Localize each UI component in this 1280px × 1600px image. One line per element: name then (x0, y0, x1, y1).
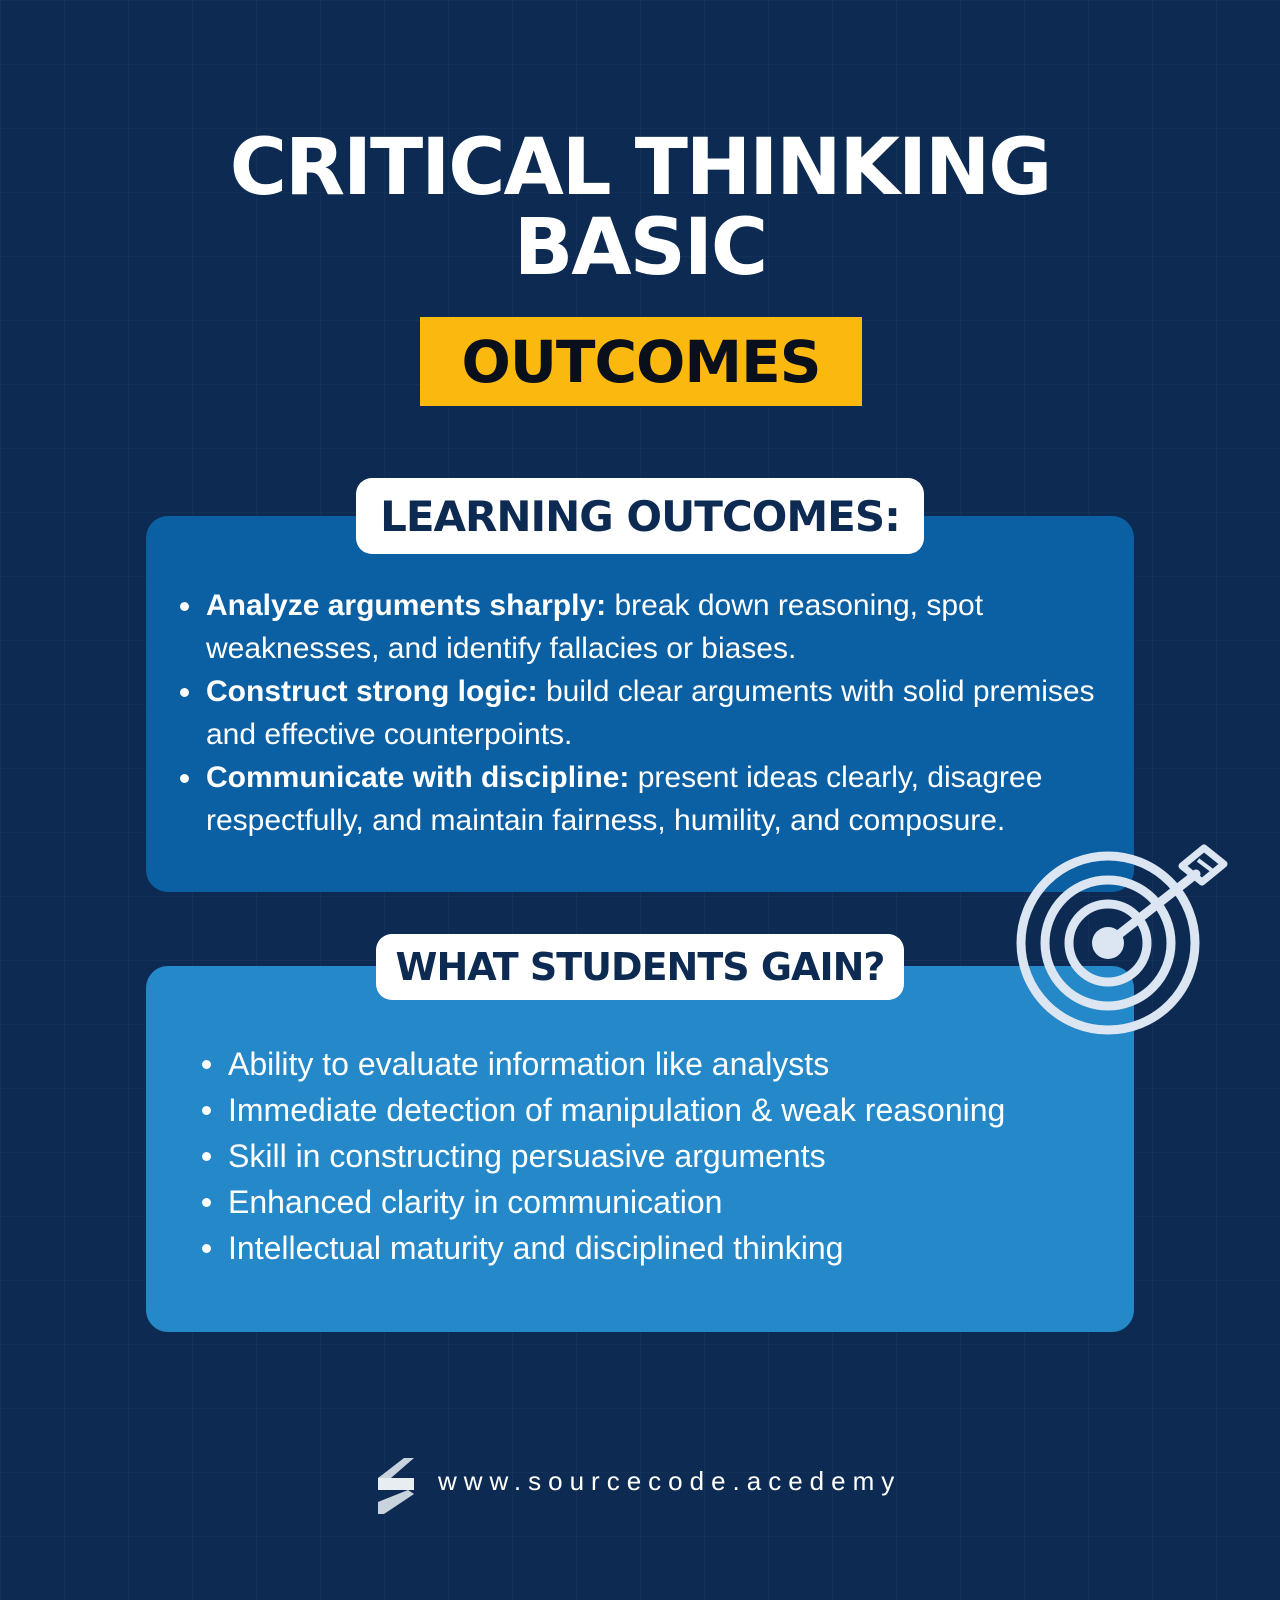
list-item: Ability to evaluate information like analysts (228, 1041, 1108, 1087)
list-item-text: present ideas clearly, disagree respectfully, and maintain fairness, humility, and composure. (206, 761, 1043, 837)
list-item: Immediate detection of manipulation & weak reasoning (228, 1087, 1108, 1133)
target-arrow-icon (1010, 844, 1235, 1039)
outcomes-tag: OUTCOMES (420, 317, 862, 406)
list-item: Skill in constructing persuasive arguments (228, 1133, 1108, 1179)
list-item-text: build clear arguments with solid premises and effective counterpoints. (206, 675, 1095, 751)
title-line-2: BASIC (513, 203, 767, 293)
students-gain-list (228, 1041, 1108, 1271)
students-gain-heading: WHAT STUDENTS GAIN? (376, 934, 904, 1000)
learning-outcomes-heading: LEARNING OUTCOMES: (356, 478, 924, 554)
list-item (206, 584, 1116, 670)
title-line-1: CRITICAL THINKING (229, 123, 1051, 213)
list-item-text: break down reasoning, spot weaknesses, and identify fallacies or biases. (206, 589, 984, 665)
list-item (206, 756, 1116, 842)
list-item-bold: Communicate with discipline: (206, 761, 630, 794)
s-logo-icon (376, 1456, 416, 1516)
list-item-bold: Construct strong logic: (206, 675, 538, 708)
list-item: Intellectual maturity and disciplined thinking (228, 1225, 1108, 1271)
list-item: Enhanced clarity in communication (228, 1179, 1108, 1225)
list-item-bold: Analyze arguments sharply: (206, 589, 607, 622)
page-title (0, 123, 1280, 293)
list-item (206, 670, 1116, 756)
footer-url: www.sourcecode.acedemy (438, 1466, 902, 1496)
learning-outcomes-list (206, 584, 1116, 842)
